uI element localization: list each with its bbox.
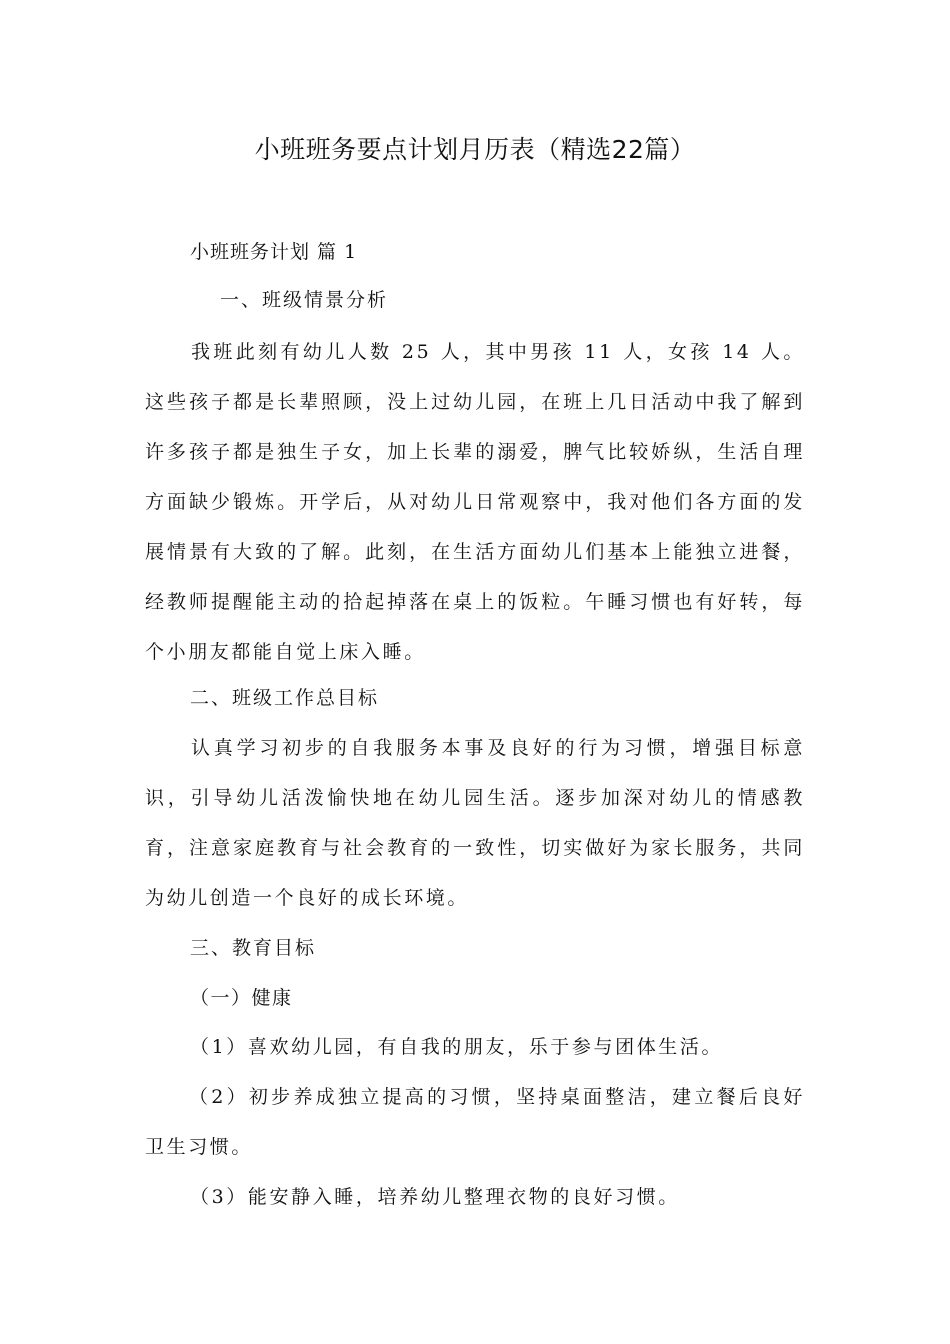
heading-overall-goals: 二、班级工作总目标 — [190, 687, 380, 709]
sub-heading-health: （一）健康 — [190, 987, 293, 1009]
list-item: （3）能安静入睡，培养幼儿整理衣物的良好习惯。 — [190, 1186, 680, 1208]
paragraph-situation-analysis: 我班此刻有幼儿人数 25 人，其中男孩 11 人，女孩 14 人。这些孩子都是长辈照顾，没上过幼儿园，在班上几日活动中我了解到许多孩子都是独生子女，加上长辈的溺爱，脾气比较娇纵，生活自理方面缺少锻炼。开学后，从对幼儿日常观察中，我对他们各方面的发展情景有大致的了解。此刻，在生活方面幼儿们基本上能独立进餐，经教师提醒能主动的拾起掉落在桌上的饭粒。午睡习惯也有好转，每个小朋友都能自觉上床入睡。 — [145, 341, 805, 663]
heading-education-goals: 三、教育目标 — [190, 937, 317, 959]
list-item: （2）初步养成独立提高的习惯，坚持桌面整洁，建立餐后良好卫生习惯。 — [145, 1086, 805, 1158]
paragraph-overall-goals: 认真学习初步的自我服务本事及良好的行为习惯，增强目标意识，引导幼儿活泼愉快地在幼儿园生活。逐步加深对幼儿的情感教育，注意家庭教育与社会教育的一致性，切实做好为家长服务，共同为幼儿创造一个良好的成长环境。 — [145, 737, 805, 909]
heading-situation-analysis: 一、班级情景分析 — [220, 289, 389, 311]
document-title: 小班班务要点计划月历表（精选22篇） — [254, 135, 696, 164]
section-heading: 小班班务计划 篇 1 — [190, 241, 358, 263]
list-item: （1）喜欢幼儿园，有自我的朋友，乐于参与团体生活。 — [190, 1036, 724, 1058]
